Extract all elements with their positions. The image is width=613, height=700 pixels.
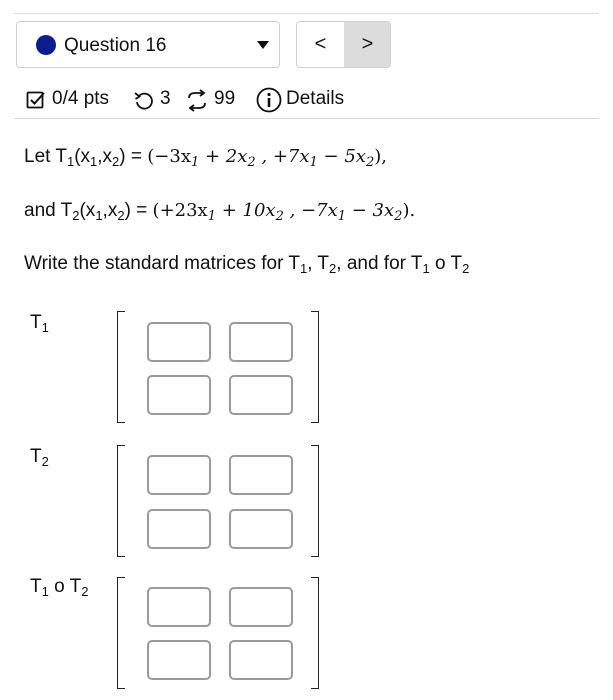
t1ot2-cell-r1c1[interactable]: [147, 587, 211, 627]
left-bracket: [117, 445, 125, 557]
t2-cell-r1c2[interactable]: [229, 455, 293, 495]
info-icon[interactable]: [256, 87, 282, 113]
matrix-label-t2: $T_2$: [30, 446, 49, 469]
t2-cell-r2c1[interactable]: [147, 509, 211, 549]
checkbox-edit-icon: [26, 90, 46, 110]
t1-definition: Let $T_1(x_1,x_2) = (-3x_1 + 2x_2$ , $+7x_1 - 5x_2$),: [24, 146, 387, 170]
question-nav: [296, 21, 391, 68]
t1-cell-r2c2[interactable]: [229, 375, 293, 415]
details-link[interactable]: Details: [286, 88, 345, 109]
next-question-button[interactable]: >: [344, 22, 391, 67]
t1-cell-r2c1[interactable]: [147, 375, 211, 415]
right-bracket: [311, 445, 319, 557]
t2-cell-r1c1[interactable]: [147, 455, 211, 495]
t2-cell-r2c2[interactable]: [229, 509, 293, 549]
attempts-count: 3: [160, 88, 171, 109]
matrix-label-t1-o-t2: $T_1$ o $T_2$: [30, 576, 89, 599]
question-selector[interactable]: [16, 21, 280, 68]
t2-definition: and $T_2(x_1,x_2) = (+23x_1 + 10x_2$ , $-7x_1 - 3x_2$).: [24, 200, 416, 224]
t1ot2-cell-r1c2[interactable]: [229, 587, 293, 627]
points-text: 0/4 pts: [52, 88, 110, 109]
t1ot2-cell-r2c2[interactable]: [229, 640, 293, 680]
retry-icon: [133, 90, 155, 112]
section-divider: [14, 118, 599, 119]
right-bracket: [311, 577, 319, 689]
t1-cell-r1c1[interactable]: [147, 322, 211, 362]
right-bracket: [311, 311, 319, 423]
top-divider: [14, 13, 599, 14]
instructions: Write the standard matrices for $T_1$, $T_2$, and for $T_1$ o $T_2$: [24, 253, 470, 276]
matrix-label-t1: $T_1$: [30, 312, 49, 335]
question-status-dot: [36, 35, 56, 55]
question-label: Question 16: [64, 35, 167, 56]
left-bracket: [117, 577, 125, 689]
t1-cell-r1c2[interactable]: [229, 322, 293, 362]
caret-down-icon: [257, 41, 269, 49]
submissions-count: 99: [214, 88, 236, 109]
left-bracket: [117, 311, 125, 423]
prev-question-button[interactable]: <: [297, 22, 344, 67]
submissions-icon: [186, 89, 208, 113]
t1ot2-cell-r2c1[interactable]: [147, 640, 211, 680]
